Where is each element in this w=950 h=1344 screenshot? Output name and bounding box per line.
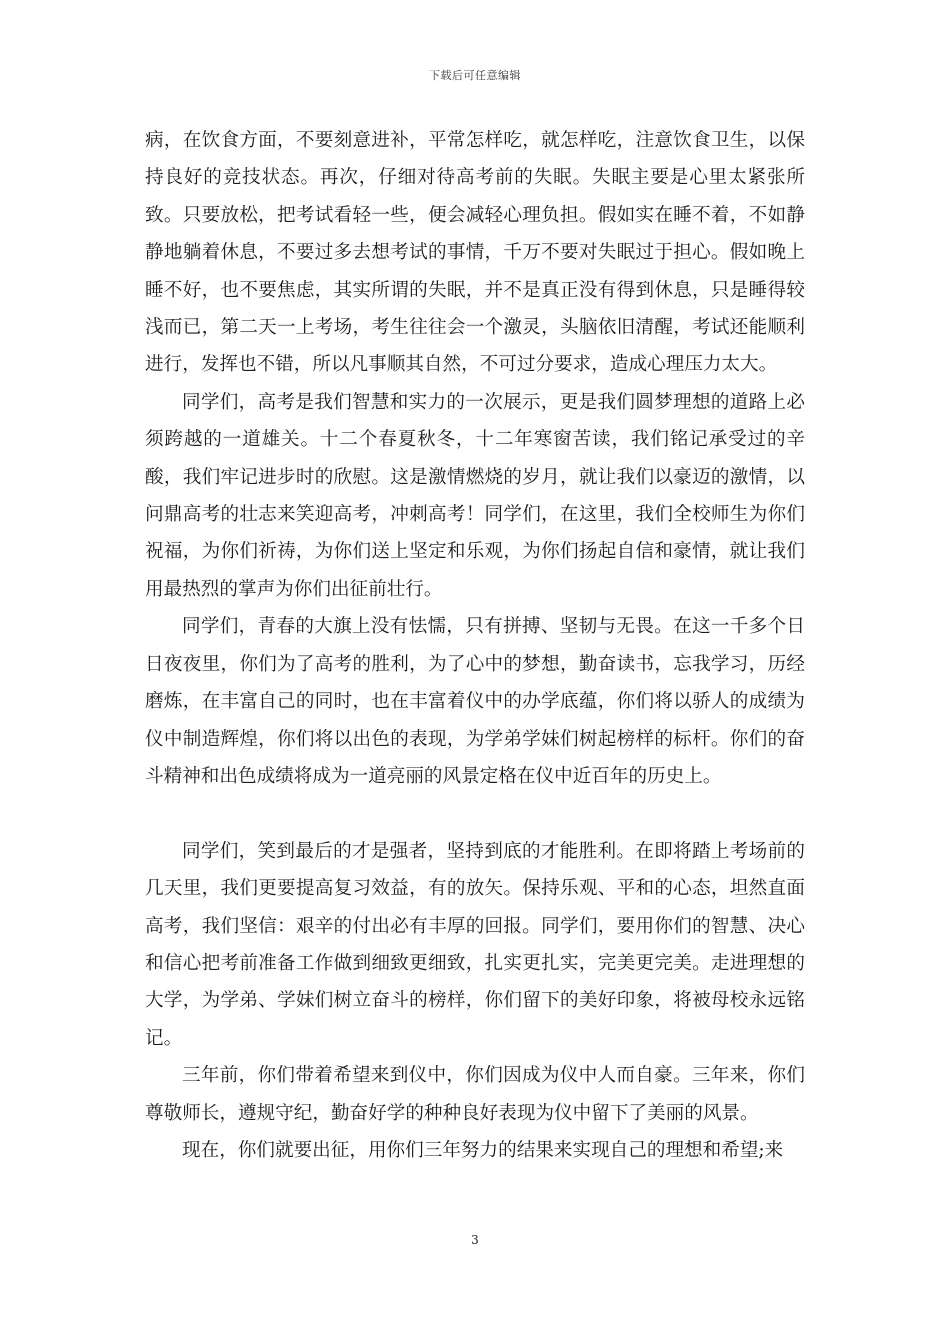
paragraph-youth-banner: 同学们，青春的大旗上没有怯懦，只有拼搏、坚韧与无畏。在这一千多个日日夜夜里，你们为了高考的胜利，为了心中的梦想，勤奋读书，忘我学习，历经磨炼，在丰富自己的同时，也在丰富着仪中的办学底蕴，你们将以骄人的成绩为仪中制造辉煌，你们将以出色的表现，为学弟学妹们树起榜样的标杆。你们的奋斗精神和出色成绩将成为一道亮丽的风景定格在仪中近百年的历史上。 <box>145 616 805 787</box>
paragraph-three-years: 三年前，你们带着希望来到仪中，你们因成为仪中人而自豪。三年来，你们尊敬师长，遵规守纪，勤奋好学的种种良好表现为仪中留下了美丽的风景。 <box>145 1065 805 1124</box>
page-number: 3 <box>471 1233 479 1247</box>
page-header-note: 下载后可任意编辑 <box>429 69 521 82</box>
paragraph-gaokao-showcase: 同学们，高考是我们智慧和实力的一次展示，更是我们圆梦理想的道路上必须跨越的一道雄关。十二个春夏秋冬，十二年寒窗苦读，我们铭记承受过的辛酸，我们牢记进步时的欣慰。这是激情燃烧的岁月，就让我们以豪迈的激情，以问鼎高考的壮志来笑迎高考，冲刺高考！同学们，在这里，我们全校师生为你们祝福，为你们祈祷，为你们送上坚定和乐观，为你们扬起自信和豪情，就让我们用最热烈的掌声为你们出征前壮行。 <box>145 391 805 600</box>
paragraph-continued: 病，在饮食方面，不要刻意进补，平常怎样吃，就怎样吃，注意饮食卫生，以保持良好的竞技状态。再次，仔细对待高考前的失眠。失眠主要是心里太紧张所致。只要放松，把考试看轻一些，便会减轻心理负担。假如实在睡不着，不如静静地躺着休息，不要过多去想考试的事情，千万不要对失眠过于担心。假如晚上睡不好，也不要焦虑，其实所谓的失眠，并不是真正没有得到休息，只是睡得较浅而已，第二天一上考场，考生往往会一个激灵，头脑依旧清醒，考试还能顺利进行，发挥也不错，所以凡事顺其自然，不可过分要求，造成心理压力太大。 <box>145 130 805 376</box>
paragraph-spacer <box>145 795 805 832</box>
paragraph-now: 现在，你们就要出征，用你们三年努力的结果来实现自己的理想和希望;来 <box>182 1139 784 1161</box>
document-body <box>145 122 805 1169</box>
paragraph-persist: 同学们，笑到最后的才是强者，坚持到底的才能胜利。在即将踏上考场前的几天里，我们更要提高复习效益，有的放矢。保持乐观、平和的心态，坦然直面高考，我们坚信：艰辛的付出必有丰厚的回报。同学们，要用你们的智慧、决心和信心把考前准备工作做到细致更细致，扎实更扎实，完美更完美。走进理想的大学，为学弟、学妹们树立奋斗的榜样，你们留下的美好印象，将被母校永远铭记。 <box>145 840 805 1049</box>
